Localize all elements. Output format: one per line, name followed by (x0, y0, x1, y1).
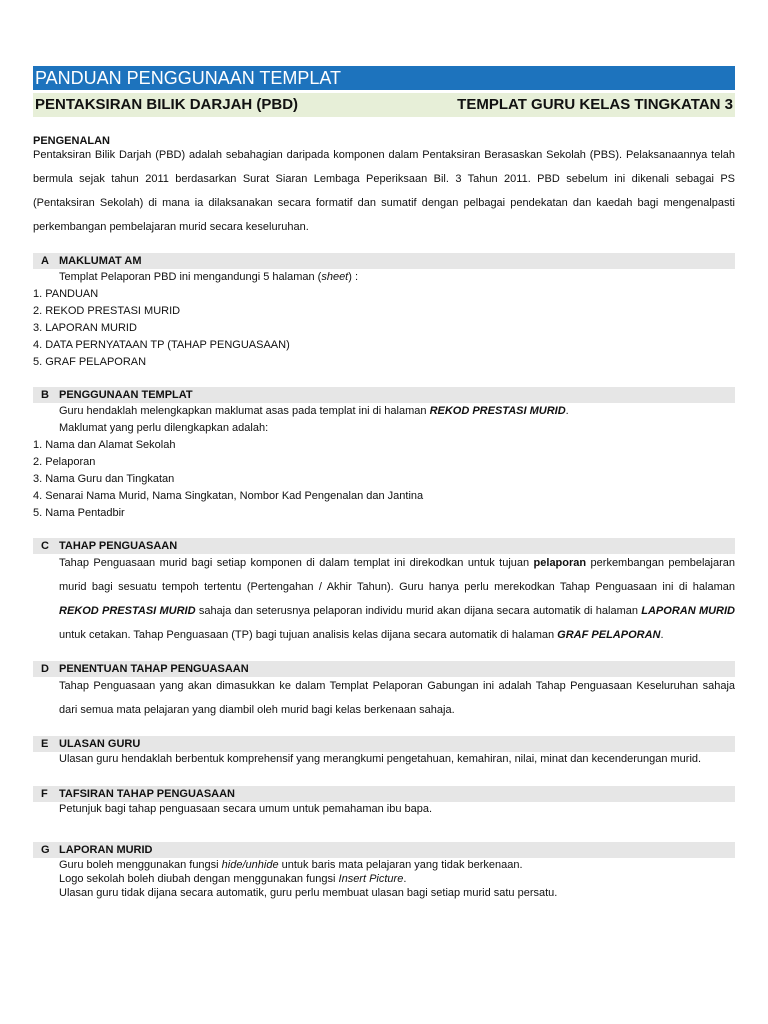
section-letter: A (41, 255, 49, 267)
body-text: Logo sekolah boleh diubah dengan menggunakan fungsi (59, 873, 339, 885)
body-text: . (403, 873, 407, 885)
intro-title: PENGENALAN (33, 135, 111, 147)
section-c (33, 538, 735, 647)
section-title: TAFSIRAN TAHAP PENGUASAAN (59, 788, 236, 800)
subtitle-bar (33, 93, 735, 117)
section-a (33, 253, 735, 371)
lead-text: Templat Pelaporan PBD ini mengandungi 5 halaman ( (59, 271, 322, 283)
section-line (59, 872, 735, 886)
section-letter: F (41, 788, 48, 800)
subtitle-left: PENTAKSIRAN BILIK DARJAH (PBD) (35, 96, 299, 113)
section-title: PENGGUNAAN TEMPLAT (59, 389, 193, 401)
list-item: 5. Nama Pentadbir (33, 507, 125, 519)
section-line: Maklumat yang perlu dilengkapkan adalah: (59, 422, 269, 434)
section-title: PENENTUAN TAHAP PENGUASAAN (59, 663, 249, 675)
section-body: Petunjuk bagi tahap penguasaan secara umum untuk pemahaman ibu bapa. (59, 803, 433, 815)
section-letter: D (41, 663, 49, 675)
section-body (33, 269, 735, 286)
section-body (33, 551, 735, 647)
list-item: 4. Senarai Nama Murid, Nama Singkatan, Nombor Kad Pengenalan dan Jantina (33, 490, 424, 502)
section-letter: C (41, 540, 49, 552)
intro-section (33, 134, 735, 239)
section-title: MAKLUMAT AM (59, 255, 142, 267)
document-page (33, 66, 735, 900)
section-body: Tahap Penguasaan yang akan dimasukkan ke dalam Templat Pelaporan Gabungan ini adalah Tahap Penguasaan Keseluruhan sahaja dari semua mata pelajaran yang diambil oleh murid bagi kelas berkenaan sahaja. (59, 680, 735, 716)
section-b (33, 387, 735, 522)
lead-bold-italic: REKOD PRESTASI MURID (429, 405, 566, 417)
list-item: 2. Pelaporan (33, 456, 96, 468)
list-item: 5. GRAF PELAPORAN (33, 356, 147, 368)
section-lead (59, 403, 735, 420)
list-item: 1. Nama dan Alamat Sekolah (33, 439, 176, 451)
body-italic: Insert Picture (338, 873, 404, 885)
section-d (33, 661, 735, 722)
section-header (33, 736, 735, 752)
body-italic: hide/unhide (221, 859, 279, 871)
subtitle-right: TEMPLAT GURU KELAS TINGKATAN 3 (457, 96, 733, 113)
body-text: untuk cetakan. Tahap Penguasaan (TP) bagi tujuan analisis kelas dijana secara automatik di halaman (59, 629, 558, 641)
body-bold-italic: GRAF PELAPORAN (557, 629, 661, 641)
section-header (33, 842, 735, 858)
section-lead (59, 269, 735, 286)
section-e (33, 736, 735, 766)
section-letter: G (41, 844, 50, 856)
section-letter: B (41, 389, 49, 401)
body-text: Guru boleh menggunakan fungsi (59, 859, 222, 871)
section-header (33, 253, 735, 269)
lead-text: Guru hendaklah melengkapkan maklumat asas pada templat ini di halaman (59, 405, 430, 417)
page-title: PANDUAN PENGGUNAAN TEMPLAT (33, 66, 735, 90)
section-body: Ulasan guru hendaklah berbentuk komprehensif yang merangkumi pengetahuan, kemahiran, nilai, minat dan kecenderungan murid. (59, 753, 702, 765)
section-letter: E (41, 738, 49, 750)
section-g (33, 842, 735, 900)
body-bold: pelaporan (533, 557, 587, 569)
section-line: Ulasan guru tidak dijana secara automatik, guru perlu membuat ulasan bagi setiap murid satu persatu. (59, 887, 558, 899)
section-header (33, 786, 735, 802)
section-body (33, 858, 735, 900)
list-item: 3. LAPORAN MURID (33, 322, 137, 334)
lead-italic: sheet (321, 271, 349, 283)
body-text: untuk baris mata pelajaran yang tidak berkenaan. (278, 859, 523, 871)
body-text: perkembangan pembelajaran murid bagi sesuatu tempoh tertentu (Pertengahan / Akhir Tahun). Guru hanya perlu merekodkan Tahap Penguasaan ini di halaman (59, 557, 736, 593)
body-text: sahaja dan seterusnya pelaporan individu murid akan dijana secara automatik di halaman (195, 605, 642, 617)
list-item: 4. DATA PERNYATAAN TP (TAHAP PENGUASAAN) (33, 339, 290, 351)
list-item: 2. REKOD PRESTASI MURID (33, 305, 181, 317)
section-f (33, 786, 735, 816)
body-text: . (660, 629, 664, 641)
body-text: Tahap Penguasaan murid bagi setiap komponen di dalam templat ini direkodkan untuk tujuan (59, 557, 534, 569)
list-item: 3. Nama Guru dan Tingkatan (33, 473, 175, 485)
section-list (33, 437, 735, 522)
section-body (33, 403, 735, 437)
list-item: 1. PANDUAN (33, 288, 99, 300)
section-line (59, 858, 735, 872)
body-bold-italic: REKOD PRESTASI MURID (59, 605, 196, 617)
section-title: LAPORAN MURID (59, 844, 153, 856)
section-title: TAHAP PENGUASAAN (59, 540, 178, 552)
lead-text-end: ) : (348, 271, 359, 283)
section-header (33, 387, 735, 403)
lead-text-end: . (565, 405, 569, 417)
intro-body: Pentaksiran Bilik Darjah (PBD) adalah sebahagian daripada komponen dalam Pentaksiran Berasaskan Sekolah (PBS). Pelaksanaannya telah bermula sejak tahun 2011 berdasarkan Surat Siaran Lembaga Peperiksaan Bil. 3 Tahun 2011. PBD sebelum ini dikenali sebagai PS (Pentaksiran Sekolah) di mana ia dilaksanakan secara formatif dan sumatif dengan pelbagai pendekatan dan kaedah bagi mengenalpasti perkembangan pembelajaran murid secara keseluruhan. (33, 149, 735, 233)
section-list (33, 286, 735, 371)
body-bold-italic: LAPORAN MURID (641, 605, 735, 617)
section-title: ULASAN GURU (59, 738, 141, 750)
